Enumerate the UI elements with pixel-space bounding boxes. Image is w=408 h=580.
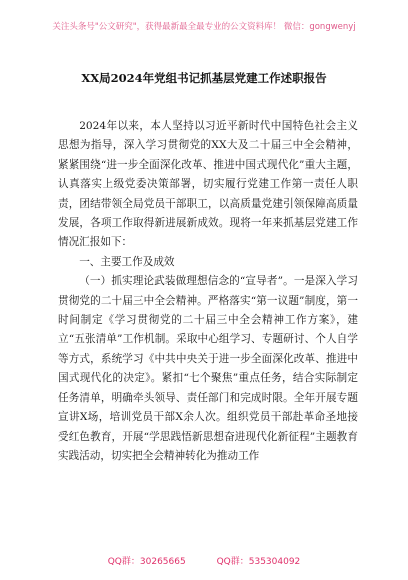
document-body: [58, 117, 358, 466]
intro-paragraph: 2024年以来，本人坚持以习近平新时代中国特色社会主义思想为指导，深入学习贯彻党的XX大及二十届三中全会精神，紧紧围绕“进一步全面深化改革、推进中国式现代化”重大主题，认真落实上级党委决策部署，切实履行党建工作第一责任人职责，团结带领全局党员干部职工，以高质量党建引领保障高质量发展，各项工作取得新进展新成效。现将一年来抓基层党建工作情况汇报如下：: [58, 120, 358, 249]
qq-group-2: QQ群：535304092: [216, 557, 301, 567]
footer-qq-banner: [0, 554, 408, 567]
header-promo-banner: 关注头条号"公文研究"，获得最新最全最专业的公文资料库！ 微信：gongwenyj: [52, 22, 356, 32]
document-title: XX局2024年党组书记抓基层党建工作述职报告: [81, 71, 327, 85]
subsection-paragraph: （一）抓实理论武装做理想信念的“宣导者”。一是深入学习贯彻党的二十届三中全会精神。严格落实“第一议题”制度，第一时间制定《学习贯彻党的二十届三中全会精神工作方案》，建立“五张清单”工作机制。采取中心组学习、专题研讨、个人自学等方式，系统学习《中共中央关于进一步全面深化改革、推进中国式现代化的决定》。紧扣“七个聚焦”重点任务，结合实际制定任务清单，明确牵头领导、责任部门和完成时限。全年开展专题宣讲X场，培训党员干部X余人次。组织党员干部赴革命圣地接受红色教育，开展“学思践悟新思想奋进现代化新征程”主题教育实践活动，切实把全会精神转化为推动工作: [58, 275, 358, 462]
qq-group-1: QQ群：30265665: [107, 557, 186, 567]
section-heading: 一、主要工作及成效: [79, 255, 175, 268]
